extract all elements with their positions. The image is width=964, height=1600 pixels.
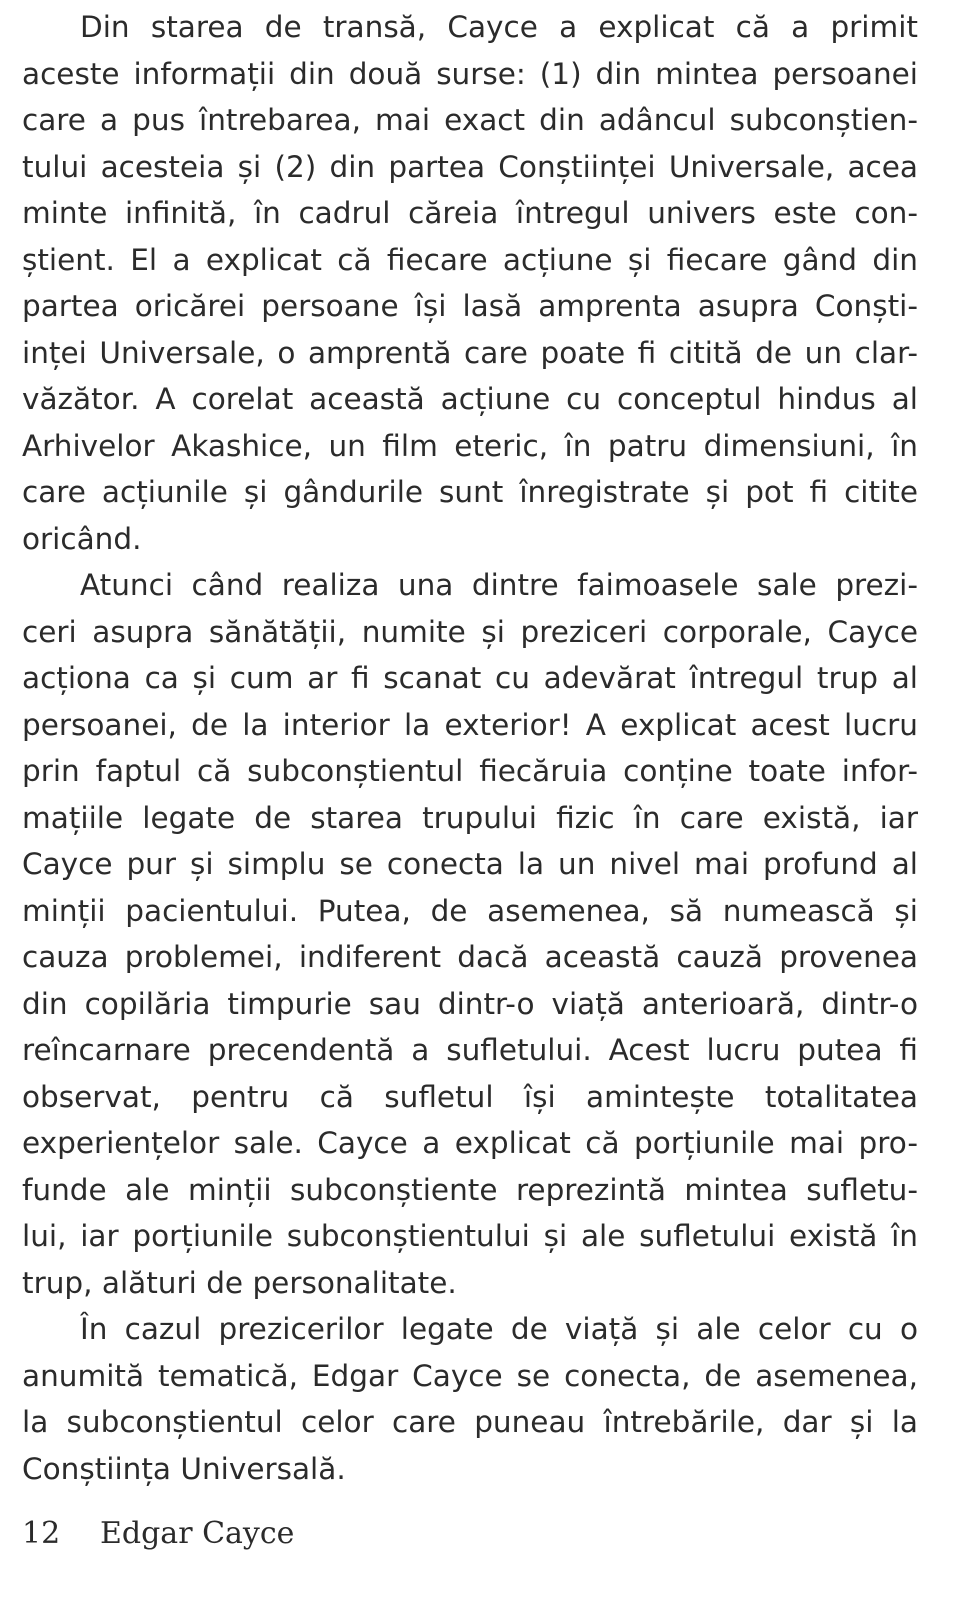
text-line: văzător. A corelat această acțiune cu conceptul hindus al [22,382,918,416]
text-line: reîncarnare precendentă a sufletului. Acest lucru putea fi [22,1033,918,1067]
text-line: Arhivelor Akashice, un film eteric, în patru dimensiuni, în [22,428,918,463]
text-line: trup, alături de personalitate. [22,1265,457,1300]
text-line: acționa ca și cum ar fi scanat cu adevărat întregul trup al [22,661,918,695]
text-line: observat, pentru că sufletul își amintește totalitatea [22,1079,918,1114]
page-number: 12 [22,1516,61,1551]
text-line: persoanei, de la interior la exterior! A explicat acest lucru [22,707,918,742]
running-title: Edgar Cayce [100,1516,295,1551]
text-line: funde ale minții subconștiente reprezintă mintea sufletu- [22,1172,918,1207]
text-line: știent. El a explicat că fiecare acțiune și fiecare gând din [22,242,918,277]
text-line: ceri asupra sănătății, numite și preziceri corporale, Cayce [22,614,918,649]
paragraph-2 [22,562,918,1306]
paragraph-1 [22,4,918,562]
paragraph-3 [22,1306,918,1492]
text-line: partea oricărei persoane își lasă amprenta asupra Conști- [22,289,918,323]
text-line: oricând. [22,521,142,556]
text-line: din copilăria timpurie sau dintr-o viață anterioară, dintr-o [22,986,918,1021]
text-line: care acțiunile și gândurile sunt înregistrate și pot fi citite [22,475,918,509]
text-line: tului acesteia și (2) din partea Conștiinței Universale, acea [22,149,918,184]
text-line: mațiile legate de starea trupului fizic în care există, iar [22,800,918,835]
text-line: În cazul prezicerilor legate de viață și ale celor cu o [80,1312,918,1346]
text-line: Atunci când realiza una dintre faimoasele sale prezi- [80,568,918,602]
text-line: aceste informații din două surse: (1) din mintea persoanei [22,56,918,91]
text-line: inței Universale, o amprentă care poate fi citită de un clar- [22,335,918,370]
text-line: prin faptul că subconștientul fiecăruia conține toate infor- [22,754,918,788]
text-line: Cayce pur și simplu se conecta la un nivel mai profund al [22,847,918,881]
body-text [22,4,918,1492]
text-line: Din starea de transă, Cayce a explicat că a primit [80,10,918,44]
text-line: minte infinită, în cadrul căreia întregul univers este con- [22,196,918,230]
text-line: care a pus întrebarea, mai exact din adâncul subconștien- [22,103,918,137]
text-line: la subconștientul celor care puneau întrebările, dar și la [22,1405,918,1439]
text-line: minții pacientului. Putea, de asemenea, să numească și [22,893,918,928]
text-line: lui, iar porțiunile subconștientului și ale sufletului există în [22,1219,918,1253]
text-line: anumită tematică, Edgar Cayce se conecta, de asemenea, [22,1358,918,1393]
text-line: Conștiința Universală. [22,1451,346,1486]
page-footer [22,1516,294,1551]
book-page [22,0,918,1600]
text-line: cauza problemei, indiferent dacă această cauză provenea [22,940,918,974]
text-line: experiențelor sale. Cayce a explicat că porțiunile mai pro- [22,1126,918,1160]
